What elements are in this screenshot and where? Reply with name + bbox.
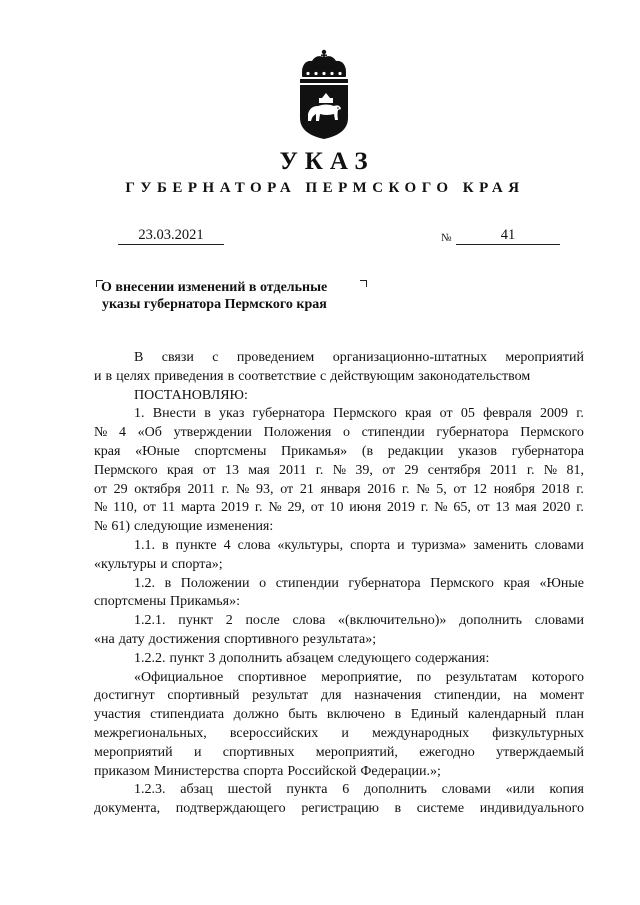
- body-line: [94, 706, 584, 725]
- body-word: изменения:: [206, 519, 274, 535]
- document-date: 23.03.2021: [118, 227, 224, 245]
- body-word: в: [394, 707, 402, 723]
- body-word: стипендии: [275, 575, 339, 591]
- body-word: края: [404, 406, 432, 422]
- body-word: 29,: [287, 500, 305, 516]
- body-word: спортивное: [237, 669, 307, 685]
- body-word: результат: [252, 688, 309, 704]
- body-word: результатам: [445, 669, 518, 685]
- body-word: с: [212, 350, 219, 365]
- body-word: в: [227, 368, 235, 384]
- body-word: достигнут: [94, 688, 155, 704]
- body-word: Внести: [152, 406, 196, 422]
- body-word: 2018: [541, 481, 570, 497]
- body-word: заменить: [473, 537, 528, 553]
- body-line: [94, 537, 584, 556]
- body-line: [94, 800, 584, 819]
- body-word: «Об: [137, 425, 162, 441]
- body-word: словами: [441, 782, 491, 798]
- body-word: утверждении: [173, 425, 252, 441]
- body-word: назначения: [354, 688, 422, 704]
- body-word: от: [439, 406, 453, 422]
- body-word: абзацем: [286, 650, 334, 666]
- body-word: 1.2.2.: [134, 650, 166, 666]
- body-word: по: [416, 669, 432, 685]
- body-word: г.: [576, 481, 584, 497]
- body-word: международных: [371, 725, 470, 741]
- body-line: [94, 443, 584, 462]
- body-word: должно: [233, 707, 279, 723]
- body-line: [94, 518, 584, 537]
- body-line: [94, 669, 584, 688]
- body-word: 93,: [256, 481, 274, 497]
- body-word: от: [280, 481, 294, 497]
- document-issuer: ГУБЕРНАТОРА ПЕРМСКОГО КРАЯ: [125, 180, 525, 196]
- body-word: 2019: [386, 500, 415, 516]
- body-line: [94, 368, 584, 387]
- body-word: и: [160, 556, 168, 572]
- body-word: в: [105, 368, 113, 384]
- body-word: слова: [292, 613, 326, 629]
- body-word: 2009: [539, 406, 568, 422]
- body-word: Пермского: [94, 462, 158, 478]
- body-line: [94, 631, 584, 650]
- body-word: пункте: [175, 537, 217, 553]
- body-word: 2016: [367, 481, 396, 497]
- body-word: пункт: [169, 650, 205, 666]
- body-word: марта: [180, 500, 216, 516]
- body-word: организационно-штатных: [332, 350, 487, 365]
- body-word: системе: [416, 801, 465, 817]
- body-line: [94, 462, 584, 481]
- body-line: [94, 349, 584, 368]
- body-word: и: [193, 744, 202, 760]
- body-word: момент: [539, 688, 584, 704]
- body-word: межрегиональных,: [94, 725, 207, 741]
- body-word: утверждаемый: [496, 744, 584, 760]
- body-word: 2020: [542, 500, 571, 516]
- body-word: В: [134, 350, 144, 365]
- body-word: стипендии: [361, 425, 425, 441]
- body-line: [94, 556, 584, 575]
- body-word: туризма»: [411, 537, 467, 553]
- body-word: 2011: [278, 462, 307, 478]
- body-word: г.: [576, 406, 584, 422]
- body-word: 1.1.: [134, 537, 155, 553]
- body-word: всероссийских: [229, 725, 319, 741]
- body-word: 1.2.: [134, 575, 155, 591]
- body-line: [94, 499, 584, 518]
- body-word: спорта»;: [171, 556, 223, 572]
- body-word: №: [434, 500, 448, 516]
- body-word: Прикамья»: [281, 443, 348, 459]
- body-word: дополнить: [219, 650, 283, 666]
- body-word: 21: [299, 481, 314, 497]
- body-word: края: [166, 462, 194, 478]
- body-word: 4: [119, 425, 127, 441]
- body-word: 2011: [187, 481, 215, 497]
- body-word: Пермского: [430, 575, 494, 591]
- body-word: от: [94, 481, 107, 497]
- body-word: мероприятий,: [315, 744, 398, 760]
- body-word: «или: [505, 782, 535, 798]
- body-word: 29: [404, 462, 419, 478]
- body-word: 65,: [453, 500, 471, 516]
- body-word: календарный: [467, 707, 547, 723]
- body-line: [94, 387, 584, 406]
- body-word: 2019: [221, 500, 250, 516]
- body-word: словами: [534, 613, 584, 629]
- body-line: [94, 481, 584, 500]
- body-word: Прикамья»:: [170, 594, 240, 610]
- body-word: в: [204, 406, 211, 422]
- body-word: копия: [549, 782, 584, 798]
- body-word: от: [453, 481, 467, 497]
- body-word: февраля: [483, 406, 532, 422]
- body-word: 1.2.1.: [134, 613, 166, 629]
- body-word: достижения: [148, 631, 221, 647]
- body-word: Федерации.»;: [360, 763, 441, 779]
- body-word: в: [164, 575, 172, 591]
- body-word: целях: [116, 368, 151, 384]
- body-word: «Официальное: [134, 669, 224, 685]
- body-word: дополнить: [459, 613, 523, 629]
- body-word: №: [416, 481, 430, 497]
- body-word: 81,: [566, 462, 584, 478]
- body-word: г.: [221, 481, 230, 497]
- body-word: слова: [237, 537, 271, 553]
- body-word: 13: [495, 500, 510, 516]
- body-word: индивидуального: [479, 801, 584, 817]
- body-word: края: [503, 575, 530, 591]
- body-word: указов: [458, 443, 498, 459]
- body-word: июня: [349, 500, 382, 516]
- body-word: мероприятий: [505, 350, 584, 365]
- body-word: губернатора: [511, 443, 584, 459]
- body-word: г.: [526, 462, 535, 478]
- body-word: «Юные: [135, 443, 180, 459]
- body-word: Министерства: [153, 763, 240, 779]
- subject-line-1: О внесении изменений в отдельные: [101, 280, 328, 295]
- body-line: [94, 650, 584, 669]
- body-line: [94, 744, 584, 763]
- body-word: от: [382, 462, 396, 478]
- body-word: 3: [208, 650, 216, 666]
- body-word: следующего: [337, 650, 411, 666]
- body-word: 2: [225, 613, 233, 629]
- document-title: УКАЗ: [279, 148, 375, 175]
- body-word: для: [320, 688, 342, 704]
- body-word: мероприятие,: [321, 669, 402, 685]
- body-word: Пермского: [333, 406, 397, 422]
- body-word: губернатора: [436, 425, 509, 441]
- body-word: №: [94, 500, 108, 516]
- body-word: №: [332, 462, 347, 478]
- body-line: [94, 575, 584, 594]
- document-subject: [101, 279, 371, 313]
- body-word: сентября: [427, 462, 481, 478]
- body-word: физкультурных: [492, 725, 584, 741]
- body-word: дату: [118, 631, 145, 647]
- body-word: после: [245, 613, 280, 629]
- body-word: на: [513, 688, 528, 704]
- body-word: Единый: [410, 707, 459, 723]
- body-word: 2011: [490, 462, 518, 478]
- body-word: №: [236, 481, 250, 497]
- body-word: спорта: [350, 537, 391, 553]
- body-word: 1.2.3.: [134, 782, 166, 798]
- body-word: Положения: [263, 425, 332, 441]
- body-line: [94, 725, 584, 744]
- body-word: спортивных: [222, 744, 295, 760]
- body-word: и: [94, 368, 102, 384]
- body-word: пункта: [286, 782, 328, 798]
- body-line: [94, 593, 584, 612]
- body-word: словами: [534, 537, 584, 553]
- body-word: 39,: [355, 462, 373, 478]
- body-word: абзац: [180, 782, 213, 798]
- body-word: 12: [473, 481, 488, 497]
- document-number: 41: [456, 227, 560, 245]
- body-word: документа,: [94, 801, 161, 817]
- body-word: мероприятий: [94, 744, 173, 760]
- body-word: «Юные: [539, 575, 584, 591]
- body-word: спортсмены: [94, 594, 166, 610]
- body-word: мая: [515, 500, 537, 516]
- body-word: действующим: [330, 368, 415, 384]
- body-word: «на: [94, 631, 115, 647]
- body-word: указ: [219, 406, 245, 422]
- body-word: 05: [460, 406, 475, 422]
- body-word: ПОСТАНОВЛЯЮ:: [134, 387, 248, 403]
- body-line: [94, 781, 584, 800]
- body-line: [94, 612, 584, 631]
- body-word: с: [320, 368, 327, 384]
- body-word: г.: [315, 462, 324, 478]
- body-word: 11: [161, 500, 176, 516]
- body-word: ноября: [493, 481, 535, 497]
- body-word: «культуры: [94, 556, 157, 572]
- body-word: план: [555, 707, 584, 723]
- body-word: «(включительно)»: [338, 613, 447, 629]
- body-word: связи: [161, 350, 194, 365]
- body-word: губернатора: [348, 575, 421, 591]
- body-line: [94, 687, 584, 706]
- body-word: быть: [288, 707, 318, 723]
- body-word: следующие: [134, 519, 203, 535]
- body-word: от: [142, 500, 156, 516]
- body-word: спорта: [243, 763, 284, 779]
- body-word: спортсмены: [194, 443, 267, 459]
- body-word: 110,: [113, 500, 138, 516]
- body-word: стипендиата: [150, 707, 225, 723]
- body-word: в: [394, 801, 402, 817]
- body-word: участия: [94, 707, 141, 723]
- body-word: дополнить: [364, 782, 427, 798]
- body-word: от: [310, 500, 324, 516]
- subject-line-2: указы губернатора Пермского края: [102, 297, 327, 312]
- body-word: соответствие: [238, 368, 317, 384]
- body-word: 61): [111, 519, 131, 535]
- body-word: спортивный: [167, 688, 240, 704]
- body-word: января: [320, 481, 361, 497]
- body-word: (в: [361, 443, 374, 459]
- body-word: которого: [531, 669, 584, 685]
- body-word: от: [476, 500, 490, 516]
- body-word: г.: [401, 481, 410, 497]
- body-word: мая: [248, 462, 270, 478]
- body-word: №: [94, 425, 108, 441]
- body-word: и: [341, 725, 349, 741]
- body-word: Пермского: [520, 425, 584, 441]
- body-word: 4: [223, 537, 231, 553]
- body-line: [94, 424, 584, 443]
- document-body: [94, 349, 584, 819]
- body-word: г.: [254, 500, 263, 516]
- body-word: Положении: [180, 575, 250, 591]
- number-label: №: [441, 232, 452, 244]
- body-word: о: [342, 425, 350, 441]
- body-word: и: [397, 537, 405, 553]
- body-word: стипендии,: [433, 688, 501, 704]
- body-word: содержания:: [415, 650, 490, 666]
- body-word: 10: [329, 500, 344, 516]
- body-word: губернатора: [252, 406, 325, 422]
- body-word: пункт: [178, 613, 213, 629]
- body-word: №: [94, 519, 108, 535]
- body-word: спортивного: [224, 631, 299, 647]
- body-word: края: [94, 443, 121, 459]
- body-word: приказом: [94, 763, 150, 779]
- body-word: 29: [113, 481, 128, 497]
- body-word: октября: [134, 481, 181, 497]
- body-word: законодательством: [418, 368, 531, 384]
- body-word: 6: [342, 782, 350, 798]
- body-word: результата»;: [302, 631, 377, 647]
- body-word: регистрацию: [301, 801, 379, 817]
- body-word: ежегодно: [419, 744, 475, 760]
- body-line: [94, 405, 584, 424]
- body-word: подтверждающего: [175, 801, 286, 817]
- body-word: 1.: [134, 406, 145, 422]
- perm-krai-coat-of-arms: [294, 48, 354, 140]
- body-word: «культуры,: [277, 537, 344, 553]
- body-word: от: [202, 462, 216, 478]
- body-word: включено: [326, 707, 385, 723]
- body-word: г.: [420, 500, 429, 516]
- body-word: в: [162, 537, 169, 553]
- body-word: №: [543, 462, 558, 478]
- body-word: редакции: [387, 443, 444, 459]
- body-word: г.: [576, 500, 584, 516]
- body-word: о: [259, 575, 267, 591]
- body-word: шестой: [227, 782, 272, 798]
- body-word: №: [268, 500, 282, 516]
- body-word: приведения: [154, 368, 224, 384]
- body-word: 13: [224, 462, 239, 478]
- body-word: проведением: [236, 350, 315, 365]
- body-word: Российской: [287, 763, 357, 779]
- body-word: 5,: [436, 481, 447, 497]
- body-line: [94, 763, 584, 782]
